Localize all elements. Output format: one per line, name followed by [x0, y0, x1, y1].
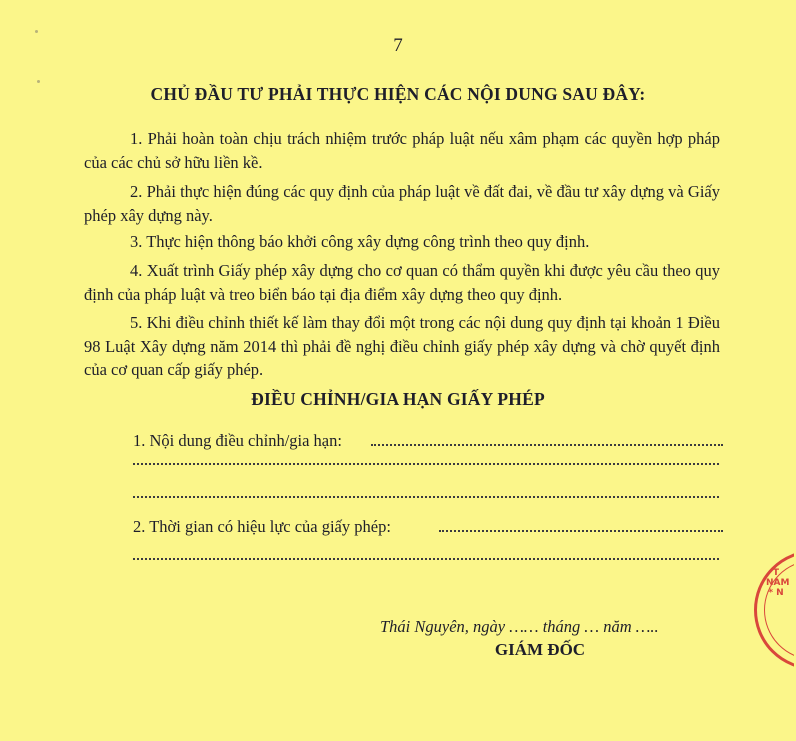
dotted-fill-line	[133, 494, 719, 498]
obligation-text: 3. Thực hiện thông báo khởi công xây dựng công trình theo quy định.	[130, 232, 590, 251]
dotted-fill-line	[371, 444, 723, 446]
obligations-heading: CHỦ ĐẦU TƯ PHẢI THỰC HIỆN CÁC NỘI DUNG SAU ĐÂY:	[150, 84, 646, 104]
signature-place-date: Thái Nguyên, ngày …… tháng … năm …..	[380, 617, 659, 636]
obligation-item-5	[84, 311, 720, 382]
page-number: 7	[393, 35, 403, 56]
obligation-item-1	[84, 127, 720, 174]
obligation-item-4	[84, 259, 720, 306]
obligation-item-3	[84, 230, 720, 254]
paper-speck	[37, 80, 40, 83]
adjustment-heading: ĐIỀU CHỈNH/GIA HẠN GIẤY PHÉP	[251, 389, 545, 409]
paper-speck	[35, 30, 38, 33]
validity-label: 2. Thời gian có hiệu lực của giấy phép:	[133, 517, 391, 536]
obligation-text: 4. Xuất trình Giấy phép xây dựng cho cơ quan có thẩm quyền khi được yêu cầu theo quy định của pháp luật và treo biển báo tại địa điểm xây dựng theo quy định.	[84, 261, 720, 304]
obligation-item-2	[84, 180, 720, 227]
adjust-content-field	[133, 430, 723, 452]
red-seal-stamp	[754, 550, 794, 670]
dotted-fill-line	[133, 461, 719, 465]
signature-title: GIÁM ĐỐC	[494, 640, 586, 659]
obligation-text: 5. Khi điều chỉnh thiết kế làm thay đổi một trong các nội dung quy định tại khoản 1 Điều 98 Luật Xây dựng năm 2014 thì phải đề nghị điều chỉnh giấy phép xây dựng và chờ quyết định của cơ quan cấp giấy phép.	[84, 313, 720, 379]
obligation-text: 2. Phải thực hiện đúng các quy định của pháp luật về đất đai, về đầu tư xây dựng và Giấy phép xây dựng này.	[84, 182, 720, 225]
validity-field	[133, 516, 723, 538]
dotted-fill-line	[133, 556, 719, 560]
obligation-text: 1. Phải hoàn toàn chịu trách nhiệm trước pháp luật nếu xâm phạm các quyền hợp pháp của các chủ sở hữu liền kề.	[84, 129, 720, 172]
dotted-fill-line	[439, 530, 723, 532]
seal-text: T NAM * N	[766, 568, 790, 598]
adjust-content-label: 1. Nội dung điều chỉnh/gia hạn:	[133, 431, 342, 450]
